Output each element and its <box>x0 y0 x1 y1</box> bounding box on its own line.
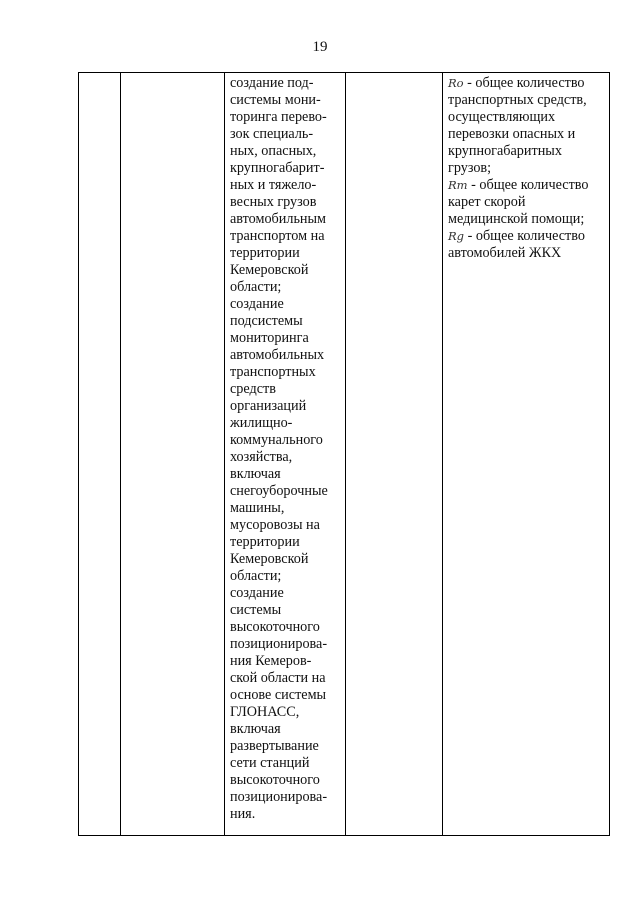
description-line: включая <box>230 721 281 737</box>
description-line: высокоточного <box>230 772 320 788</box>
description-line: развертывание <box>230 738 319 754</box>
description-line: области; <box>230 568 282 584</box>
indicators-table <box>78 72 610 836</box>
description-line: создание <box>230 585 284 601</box>
table-cell-1 <box>79 73 121 836</box>
note-symbol: Ro <box>448 76 464 90</box>
description-line: создание <box>230 296 284 312</box>
description-line: коммунального <box>230 432 323 448</box>
description-line: транспортных <box>230 364 316 380</box>
table-cell-4 <box>346 73 443 836</box>
description-line: машины, <box>230 500 285 516</box>
note-line <box>448 160 605 177</box>
description-line: подсистемы <box>230 313 303 329</box>
table-cell-notes <box>443 73 610 836</box>
note-line <box>448 211 605 228</box>
description-line: мусоровозы на <box>230 517 320 533</box>
note-text: перевозки опасных и <box>448 126 576 142</box>
description-line: крупногабарит- <box>230 160 325 176</box>
note-text: крупногабаритных <box>448 143 562 159</box>
note-text: грузов; <box>448 160 492 176</box>
description-line: территории <box>230 245 300 261</box>
description-line: позиционирова- <box>230 636 328 652</box>
description-line: транспортом на <box>230 228 325 244</box>
description-line: торинга перево- <box>230 109 327 125</box>
note-line <box>448 228 605 245</box>
description-line: системы <box>230 602 282 618</box>
description-line: ных и тяжело- <box>230 177 317 193</box>
description-line: Кемеровской <box>230 262 309 278</box>
description-line: основе системы <box>230 687 327 703</box>
description-line: создание под- <box>230 75 314 91</box>
description-line: мониторинга <box>230 330 309 346</box>
note-text: автомобилей ЖКХ <box>448 245 562 261</box>
description-line: ных, опасных, <box>230 143 317 159</box>
note-text: - общее количество <box>463 75 585 91</box>
description-line: средств <box>230 381 276 397</box>
table-cell-2 <box>121 73 225 836</box>
description-line: ния Кемеров- <box>230 653 312 669</box>
description-line: Кемеровской <box>230 551 309 567</box>
description-line: автомобильным <box>230 211 327 227</box>
description-line: ния. <box>230 806 256 822</box>
note-text: транспортных средств, <box>448 92 587 108</box>
note-symbol: Rm <box>448 178 468 192</box>
note-line <box>448 75 605 92</box>
description-line: ГЛОНАСС, <box>230 704 300 720</box>
note-line <box>448 92 605 109</box>
note-text: - общее количество <box>464 228 585 244</box>
description-line: ской области на <box>230 670 326 686</box>
description-line: весных грузов <box>230 194 317 210</box>
description-line: жилищно- <box>230 415 293 431</box>
note-symbol: Rg <box>448 229 465 243</box>
note-line <box>448 126 605 143</box>
note-text: карет скорой <box>448 194 526 210</box>
note-line <box>448 245 605 262</box>
description-line: организаций <box>230 398 307 414</box>
description-line: автомобильных <box>230 347 325 363</box>
description-line: сети станций <box>230 755 310 771</box>
table-row <box>79 73 610 836</box>
description-text <box>225 73 345 823</box>
notes-text <box>443 73 609 262</box>
description-line: включая <box>230 466 281 482</box>
note-line <box>448 109 605 126</box>
description-line: хозяйства, <box>230 449 293 465</box>
note-text: осуществляющих <box>448 109 556 125</box>
page-number: 19 <box>312 39 328 55</box>
description-line: области; <box>230 279 282 295</box>
note-line <box>448 194 605 211</box>
note-text: медицинской помощи; <box>448 211 585 227</box>
description-line: системы мони- <box>230 92 321 108</box>
note-line <box>448 143 605 160</box>
description-line: снегоуборочные <box>230 483 328 499</box>
description-line: высокоточного <box>230 619 320 635</box>
description-line: зок специаль- <box>230 126 314 142</box>
table-cell-description <box>225 73 346 836</box>
description-line: позиционирова- <box>230 789 328 805</box>
note-text: - общее количество <box>467 177 589 193</box>
note-line <box>448 177 605 194</box>
description-line: территории <box>230 534 300 550</box>
